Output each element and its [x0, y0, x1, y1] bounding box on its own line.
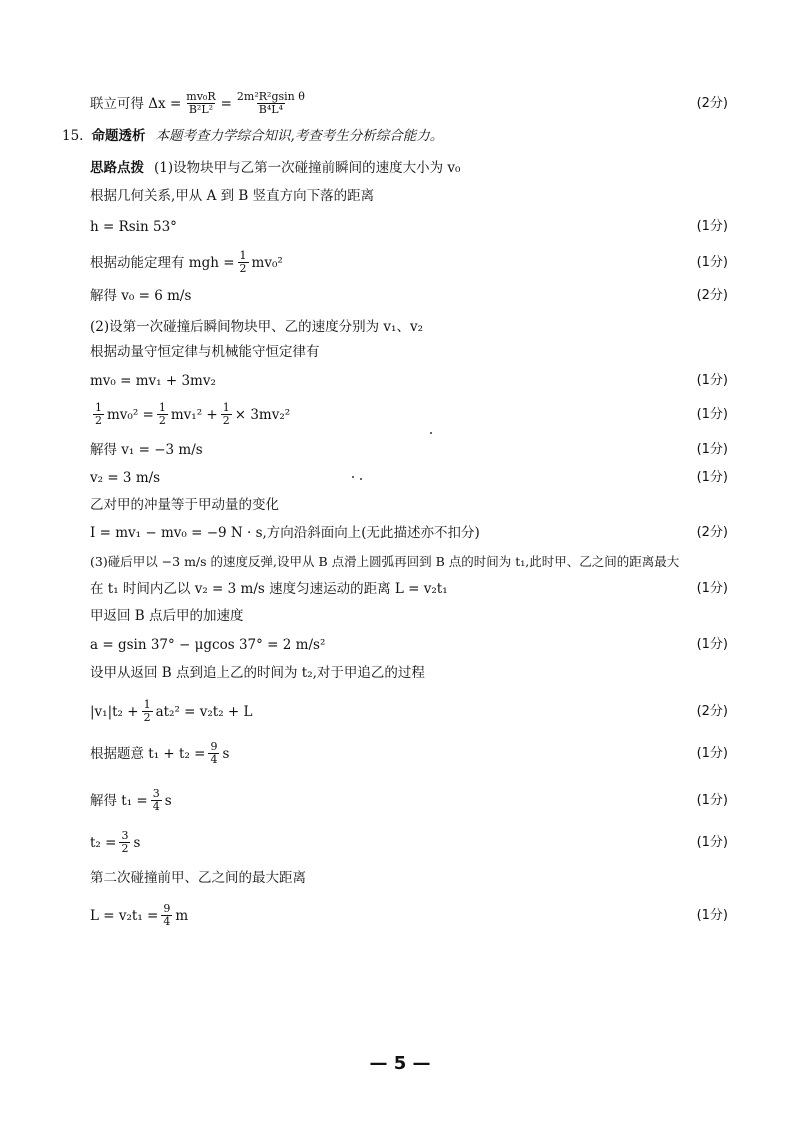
- score: (1分): [696, 219, 728, 234]
- equation: 解得 v₁ = −3 m/s: [90, 442, 203, 458]
- text-line: [90, 318, 728, 336]
- intro-text: 本题考查力学综合知识,考查考生分析综合能力。: [155, 128, 444, 144]
- question-15-header: [62, 127, 728, 145]
- denominator: B⁴L⁴: [258, 103, 283, 116]
- numerator: mv₀R: [186, 90, 216, 103]
- text-segment: at₂² = v₂t₂ + L: [155, 703, 253, 720]
- equation-line: [90, 741, 728, 766]
- numerator: 1: [239, 249, 247, 262]
- equation: v₂ = 3 m/s: [90, 470, 161, 486]
- text-segment: mv₁² +: [170, 406, 218, 423]
- numerator: 9: [163, 902, 171, 915]
- text-segment: 根据题意 t₁ + t₂ =: [90, 745, 206, 762]
- equation: 在 t₁ 时间内乙以 v₂ = 3 m/s 速度匀速运动的距离 L = v₂t₁: [90, 581, 448, 597]
- equation: 解得 v₀ = 6 m/s: [90, 288, 192, 304]
- text-line: [90, 187, 728, 205]
- denominator: 2: [222, 414, 230, 427]
- equation-line: [90, 788, 728, 813]
- equation-line-delta-x: [90, 91, 728, 116]
- score: (1分): [696, 834, 728, 850]
- scan-speck: [352, 476, 354, 478]
- text-segment: t₂ =: [90, 834, 117, 851]
- equation: a = gsin 37° − μgcos 37° = 2 m/s²: [90, 637, 326, 653]
- text-segment: |v₁|t₂ +: [90, 703, 139, 720]
- equation-line: [90, 469, 728, 487]
- text-segment: 根据动量守恒定律与机械能守恒定律有: [90, 344, 320, 360]
- question-number: 15.: [62, 128, 84, 144]
- fraction: [93, 402, 104, 427]
- text-segment: s: [222, 745, 230, 762]
- equation-line: [90, 372, 728, 390]
- score: (1分): [696, 581, 728, 596]
- text-segment: m: [175, 907, 189, 924]
- score: (1分): [696, 442, 728, 457]
- denominator: B²L²: [188, 103, 214, 116]
- score: (1分): [696, 406, 728, 422]
- fraction: [208, 741, 219, 766]
- equation-line: [90, 580, 728, 598]
- equation-line: [90, 699, 728, 724]
- denominator: 4: [163, 915, 171, 928]
- hint-line: [90, 159, 728, 177]
- score: (1分): [696, 745, 728, 761]
- text-segment: mv₀²: [251, 254, 283, 271]
- score: (1分): [696, 792, 728, 808]
- fraction: [235, 91, 307, 116]
- equation: h = Rsin 53°: [90, 219, 177, 235]
- text-segment: s: [133, 834, 141, 851]
- score: (1分): [696, 470, 728, 485]
- text-segment: =: [220, 95, 232, 112]
- score: (2分): [696, 703, 728, 719]
- text-line: [90, 664, 728, 682]
- numerator: 1: [95, 401, 102, 414]
- score: (2分): [696, 288, 728, 303]
- equation-line: [90, 402, 728, 427]
- numerator: 2m²R²gsin θ: [236, 90, 305, 103]
- equation: I = mv₁ − mv₀ = −9 N · s,方向沿斜面向上(无此描述亦不扣分): [90, 525, 480, 541]
- score: (1分): [696, 637, 728, 652]
- equation-line: [90, 524, 728, 542]
- fraction: [238, 250, 249, 275]
- denominator: 2: [143, 711, 151, 724]
- score: (2分): [696, 525, 728, 540]
- equation-line: [90, 287, 728, 305]
- fraction: [184, 91, 217, 116]
- denominator: 2: [239, 262, 247, 275]
- fraction: [157, 402, 168, 427]
- text-segment: s: [164, 792, 172, 809]
- section-label: 命题透析: [91, 128, 146, 144]
- equation-line: [90, 218, 728, 236]
- numerator: 1: [143, 698, 151, 711]
- denominator: 2: [158, 414, 166, 427]
- text-segment: × 3mv₂²: [234, 406, 291, 423]
- score: (1分): [696, 373, 728, 388]
- text-segment: 乙对甲的冲量等于甲动量的变化: [90, 497, 279, 513]
- denominator: 4: [210, 753, 218, 766]
- text-line: [90, 553, 728, 571]
- text-line: [90, 869, 728, 887]
- equation-line: [90, 636, 728, 654]
- text-segment: 设甲从返回 B 点到追上乙的时间为 t₂,对于甲追乙的过程: [90, 665, 425, 681]
- page-number: — 5 —: [369, 1053, 431, 1074]
- text-segment: 根据动能定理有 mgh =: [90, 254, 235, 271]
- equation-line: [90, 441, 728, 459]
- denominator: 2: [95, 414, 102, 427]
- text-segment: 联立可得 Δx =: [90, 95, 182, 112]
- text-line: [90, 607, 728, 625]
- numerator: 1: [222, 401, 230, 414]
- score: (1分): [696, 907, 728, 923]
- score: (2分): [696, 95, 728, 111]
- fraction: [142, 699, 153, 724]
- numerator: 3: [121, 829, 129, 842]
- numerator: 1: [158, 401, 166, 414]
- fraction: [151, 788, 162, 813]
- scan-speck: [360, 478, 362, 480]
- text-segment: mv₀² =: [107, 406, 154, 423]
- text-segment: (1)设物块甲与乙第一次碰撞前瞬间的速度大小为 v₀: [154, 160, 461, 176]
- equation-line: [90, 903, 728, 928]
- numerator: 3: [152, 787, 160, 800]
- text-line: [90, 496, 728, 514]
- section-label: 思路点拨: [90, 160, 144, 176]
- text-segment: 甲返回 B 点后甲的加速度: [90, 608, 244, 624]
- text-segment: L = v₂t₁ =: [90, 907, 159, 924]
- text-line: [90, 343, 728, 361]
- text-segment: (2)设第一次碰撞后瞬间物块甲、乙的速度分别为 v₁、v₂: [90, 319, 423, 335]
- equation-line: [90, 250, 728, 275]
- fraction: [119, 830, 130, 855]
- text-segment: (3)碰后甲以 −3 m/s 的速度反弹,设甲从 B 点滑上圆弧再回到 B 点的时间为 t₁,此时甲、乙之间的距离最大: [90, 554, 680, 569]
- text-segment: 解得 t₁ =: [90, 792, 148, 809]
- text-segment: 根据几何关系,甲从 A 到 B 竖直方向下落的距离: [90, 188, 375, 204]
- equation-line: [90, 830, 728, 855]
- equation: mv₀ = mv₁ + 3mv₂: [90, 373, 216, 389]
- fraction: [221, 402, 232, 427]
- numerator: 9: [210, 740, 218, 753]
- scan-speck: [430, 432, 432, 434]
- score: (1分): [696, 254, 728, 270]
- denominator: 2: [121, 842, 129, 855]
- text-segment: 第二次碰撞前甲、乙之间的最大距离: [90, 870, 306, 886]
- fraction: [161, 903, 172, 928]
- denominator: 4: [152, 800, 160, 813]
